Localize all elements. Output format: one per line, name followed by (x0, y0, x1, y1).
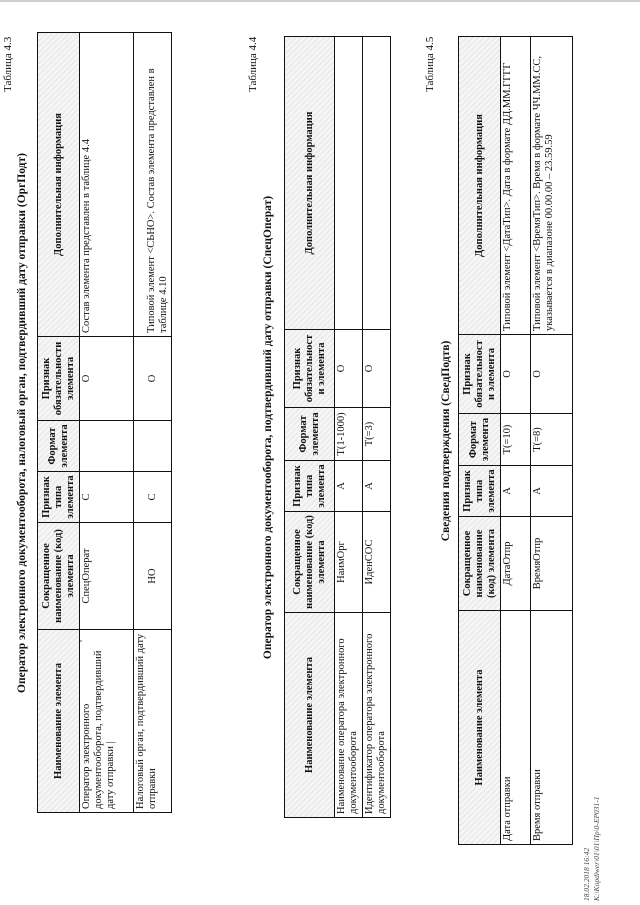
cell: О (501, 335, 531, 414)
cell: Типовой элемент <ДатаТип>. Дата в формате ДД.ММ.ГГГГ (501, 37, 531, 335)
table-header-row (459, 37, 501, 845)
table-4-3-title: Оператор электронного документооборота, налоговый орган, подтвердивший дату отправки (ОргПодт) (16, 153, 28, 693)
cell: Т(=3) (363, 408, 391, 461)
table-4-5-caption: Таблица 4.5 (424, 36, 436, 92)
header-cell: Наименование элемента (459, 611, 501, 845)
cell: Наименование оператора электронного документооборота (335, 613, 363, 818)
cell: С (80, 472, 134, 523)
footer-filepath: К:\Kopdiwer\01\01\Пр\0-ЕР031-1 (592, 796, 601, 901)
table-4-4-caption: Таблица 4.4 (247, 36, 259, 92)
cell (363, 37, 391, 330)
table-4-5 (458, 36, 573, 845)
cell: О (363, 330, 391, 408)
cell: Т(=8) (531, 414, 573, 466)
header-cell: Формат элемента (459, 414, 501, 466)
cell: О (134, 337, 172, 421)
header-cell: Сокращенное наименование (код) элемента (459, 517, 501, 611)
header-cell: Признак обязательности элемента (285, 330, 335, 408)
cell: О (80, 337, 134, 421)
cell: НаимОрг (335, 512, 363, 613)
cell: Идентификатор оператора электронного документооборота (363, 613, 391, 818)
cell: А (531, 466, 573, 517)
cell: ВремяОтпр (531, 517, 573, 611)
table-4-4-title: Оператор электронного документооборота, подтвердивший дату отправки (СпецОперат) (262, 195, 274, 660)
cell: СпецОперат (80, 523, 134, 630)
header-cell: Формат элемента (285, 408, 335, 461)
footer-timestamp: 18.02.2018 16:42 (582, 847, 591, 901)
cell: А (501, 466, 531, 517)
cell: Налоговый орган, подтвердивший дату отправки (134, 630, 172, 813)
table-4-3 (37, 32, 172, 813)
header-cell: Дополнительная информация (38, 33, 80, 337)
header-cell: Сокращенное наименование (код) элемента (285, 512, 335, 613)
cell: А (335, 461, 363, 512)
header-cell: Признак типа элемента (38, 472, 80, 523)
cell (134, 421, 172, 472)
cell: НО (134, 523, 172, 630)
cell: С (134, 472, 172, 523)
header-cell: Сокращенное наименование (код) элемента (38, 523, 80, 630)
table-row (501, 37, 531, 845)
table-row (335, 37, 363, 818)
cell: О (531, 335, 573, 414)
header-cell: Признак типа элемента (285, 461, 335, 512)
header-cell: Признак обязательности элемента (38, 337, 80, 421)
cell: А (363, 461, 391, 512)
table-4-5-title: Сведения подтверждения (СведПодтв) (440, 340, 452, 542)
table-header-row (285, 37, 335, 818)
cell: Оператор электронного документооборота, подтвердивший дату отправки | (80, 630, 134, 813)
cell: ИденСОС (363, 512, 391, 613)
cell: Типовой элемент <ВремяТип>. Время в формате ЧЧ.ММ.СС, указывается в диапазоне 00.00.00 – 23.59.59 (531, 37, 573, 335)
header-cell: Дополнительная информация (285, 37, 335, 330)
cell (80, 421, 134, 472)
table-header-row (38, 33, 80, 813)
header-cell: Наименование элемента (38, 630, 80, 813)
header-cell: Наименование элемента (285, 613, 335, 818)
table-row (531, 37, 573, 845)
cell: Состав элемента представлен в таблице 4.4 (80, 33, 134, 337)
table-row (134, 33, 172, 813)
cell: ДатаОтпр (501, 517, 531, 611)
cell: Время отправки (531, 611, 573, 845)
header-cell: Признак типа элемента (459, 466, 501, 517)
cell: О (335, 330, 363, 408)
cell: Дата отправки (501, 611, 531, 845)
header-cell: Дополнительная информация (459, 37, 501, 335)
table-4-3-caption: Таблица 4.3 (2, 36, 14, 92)
cell: Т(=10) (501, 414, 531, 466)
header-cell: Признак обязательности элемента (459, 335, 501, 414)
cell (335, 37, 363, 330)
table-row (80, 33, 134, 813)
cell: Т(1-1000) (335, 408, 363, 461)
table-4-4 (284, 36, 391, 818)
header-cell: Формат элемента (38, 421, 80, 472)
cell: Типовой элемент <СЬНО>. Состав элемента представлен в таблице 4.10 (134, 33, 172, 337)
table-row (363, 37, 391, 818)
